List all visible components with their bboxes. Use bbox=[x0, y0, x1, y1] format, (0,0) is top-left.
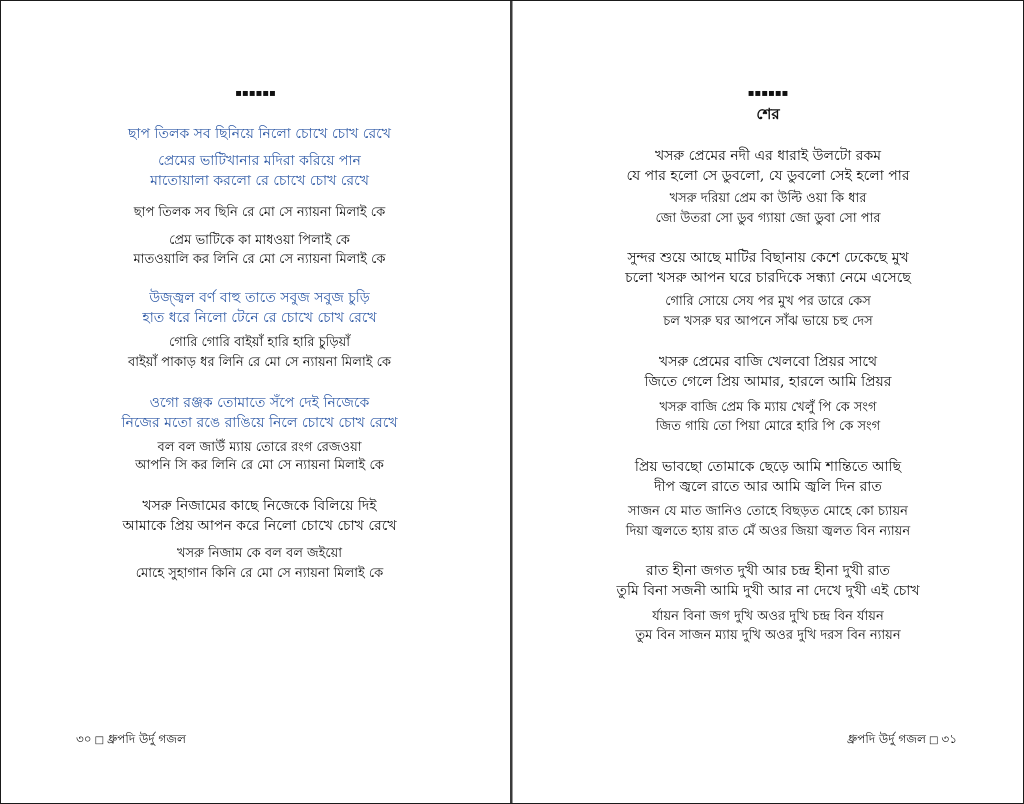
verse-line: খসরু বাজি প্রেম কি ম্যায় খেলুঁ পি কে সংগ bbox=[659, 400, 877, 415]
verse-line: দীপ জ্বলে রাতে আর আমি জ্বলি দিন রাত bbox=[654, 479, 882, 495]
verse-line: মোহে সুহাগান কিনি রে মো সে ন্যায়না মিলাই কে bbox=[135, 566, 384, 581]
verse-line: খসরু নিজাম কে বল বল জইয়ো bbox=[176, 546, 343, 561]
verse-line: আপনি সি কর লিনি রে মো সে ন্যায়না মিলাই কে bbox=[135, 458, 384, 473]
left-page bbox=[1, 1, 510, 803]
verse-line: সাজন যে মাত জানিও তোহে বিছড়ত মোহে কো চ্যায়ন bbox=[628, 504, 908, 519]
verse-line: উজ্জ্বল বর্ণ বাহু তাতে সবুজ সবুজ চুড়ি bbox=[149, 290, 370, 306]
sher-translation bbox=[513, 352, 1023, 392]
book-title: ধ্রুপদি উর্দু গজল bbox=[107, 732, 186, 746]
verse-line: জো উতরা সো ডুব গ্যায়া জো ডুবা সো পার bbox=[655, 211, 881, 226]
couplet-translation bbox=[9, 393, 510, 433]
sher-original bbox=[513, 189, 1023, 229]
verse-line: প্রিয় ভাবছো তোমাকে ছেড়ে আমি শান্তিতে আছি bbox=[634, 459, 902, 475]
verse-line: মাতোয়ালা করলো রে চোখে চোখ রেখে bbox=[150, 173, 369, 189]
verse-line: গোরি সোয়ে সেয পর মুখ পর ডারে কেস bbox=[665, 294, 871, 309]
verse-line: দিয়া জ্বলতে হ্যায় রাত মেঁ অওর জিয়া জ্বলত বিন ন্যায়ন bbox=[625, 524, 911, 539]
verse-line: প্রেমের ভাটিখানার মদিরা করিয়ে পান bbox=[158, 153, 361, 169]
sher-translation bbox=[513, 561, 1023, 601]
verse-line: চল খসরু ঘর আপনে সাঁঝ ভায়ে চহু দেস bbox=[663, 314, 873, 329]
verse-line: রাত হীনা জগত দুখী আর চন্দ্র হীনা দুখী রাত bbox=[646, 563, 890, 579]
footer-separator: □ bbox=[928, 735, 939, 746]
page-number: ৩০ bbox=[76, 732, 92, 746]
verse-line: ছাপ তিলক সব ছিনিয়ে নিলো চোখে চোখ রেখে bbox=[128, 126, 391, 142]
verse-line: সুন্দর শুয়ে আছে মাটির বিছানায় কেশে ঢেকেছে মুখ bbox=[627, 250, 909, 266]
verse-line: খসরু প্রেমের নদী এর ধারাই উলটো রকম bbox=[654, 148, 882, 164]
page-number: ৩১ bbox=[941, 732, 957, 746]
couplet-original bbox=[9, 333, 510, 373]
verse-line: চলো খসরু আপন ঘরে চারদিকে সন্ধ্যা নেমে এসেছে bbox=[625, 270, 911, 286]
verse-line: মাতওয়ালি কর লিনি রে মো সে ন্যায়না মিলাই কে bbox=[133, 252, 386, 267]
verse-line: যে পার হলো সে ডুবলো, যে ডুবলো সেই হলো পার bbox=[626, 168, 910, 184]
section-ornament: ▪▪▪▪▪▪ bbox=[747, 88, 789, 99]
verse-line: ছাপ তিলক সব ছিনি রে মো সে ন্যায়না মিলাই কে bbox=[133, 205, 386, 220]
couplet-translation bbox=[9, 151, 510, 191]
verse-line: নিজের মতো রঙে রাঙিয়ে নিলে চোখে চোখ রেখে bbox=[121, 415, 398, 431]
sher-translation bbox=[513, 146, 1023, 186]
couplet-translation bbox=[9, 288, 510, 328]
sher-original bbox=[513, 398, 1023, 436]
book-title: ধ্রুপদি উর্দু গজল bbox=[847, 732, 926, 746]
footer-separator: □ bbox=[94, 735, 105, 746]
verse-line: প্রেম ভাটিকে কা মাধওয়া পিলাই কে bbox=[169, 233, 350, 248]
section-ornament: ▪▪▪▪▪▪ bbox=[235, 88, 276, 99]
sher-original bbox=[513, 502, 1023, 542]
sher-original bbox=[513, 292, 1023, 332]
verse-line: আমাকে প্রিয় আপন করে নিলো চোখে চোখ রেখে bbox=[122, 518, 397, 534]
verse-line: বাইয়াঁ পাকাড় ধর লিনি রে মো সে ন্যায়না মিলাই কে bbox=[127, 355, 391, 370]
verse-line: বল বল জাউঁ ম্যায় তোরে রংগ রেজওয়া bbox=[157, 440, 362, 455]
sher-translation bbox=[513, 248, 1023, 288]
right-page-footer bbox=[847, 731, 957, 749]
sher-translation bbox=[513, 457, 1023, 497]
refrain-original bbox=[9, 203, 510, 222]
verse-line: হাত ধরে নিলো টেনে রে চোখে চোখ রেখে bbox=[142, 310, 377, 326]
verse-line: খসরু প্রেমের বাজি খেলবো প্রিয়র সাথে bbox=[658, 354, 878, 370]
page-spine bbox=[510, 1, 512, 803]
right-page bbox=[513, 1, 1023, 803]
left-page-footer bbox=[76, 731, 186, 749]
verse-line: জিতে গেলে প্রিয় আমার, হারলে আমি প্রিয়র bbox=[644, 374, 892, 390]
section-title: শের bbox=[756, 105, 780, 123]
verse-line: তুম বিন সাজন ম্যায় দুখি অওর দুখি দরস বিন ন্যায়ন bbox=[635, 628, 901, 643]
couplet-translation bbox=[9, 496, 510, 536]
sher-original bbox=[513, 607, 1023, 645]
verse-line: তুমি বিনা সজনী আমি দুখী আর না দেখে দুখী এই চোখ bbox=[616, 583, 920, 599]
couplet-original bbox=[9, 231, 510, 269]
verse-line: গোরি গোরি বাইয়াঁ হারি হারি চুড়িয়াঁ bbox=[168, 335, 351, 350]
verse-line: খসরু দরিয়া প্রেম কা উল্টি ওয়া কি ধার bbox=[669, 191, 867, 206]
verse-line: খসরু নিজামের কাছে নিজেকে বিলিয়ে দিই bbox=[142, 498, 377, 514]
refrain-translation bbox=[9, 124, 510, 144]
verse-line: ওগো রঞ্জক তোমাতে সঁপে দেই নিজেকে bbox=[149, 395, 370, 411]
verse-line: জিত গায়ি তো পিয়া মোরে হারি পি কে সংগ bbox=[655, 419, 881, 434]
couplet-original bbox=[9, 439, 510, 475]
verse-line: র্যায়ন বিনা জগ দুখি অওর দুখি চন্দ্র বিন র্যায়ন bbox=[652, 609, 884, 624]
couplet-original bbox=[9, 544, 510, 584]
